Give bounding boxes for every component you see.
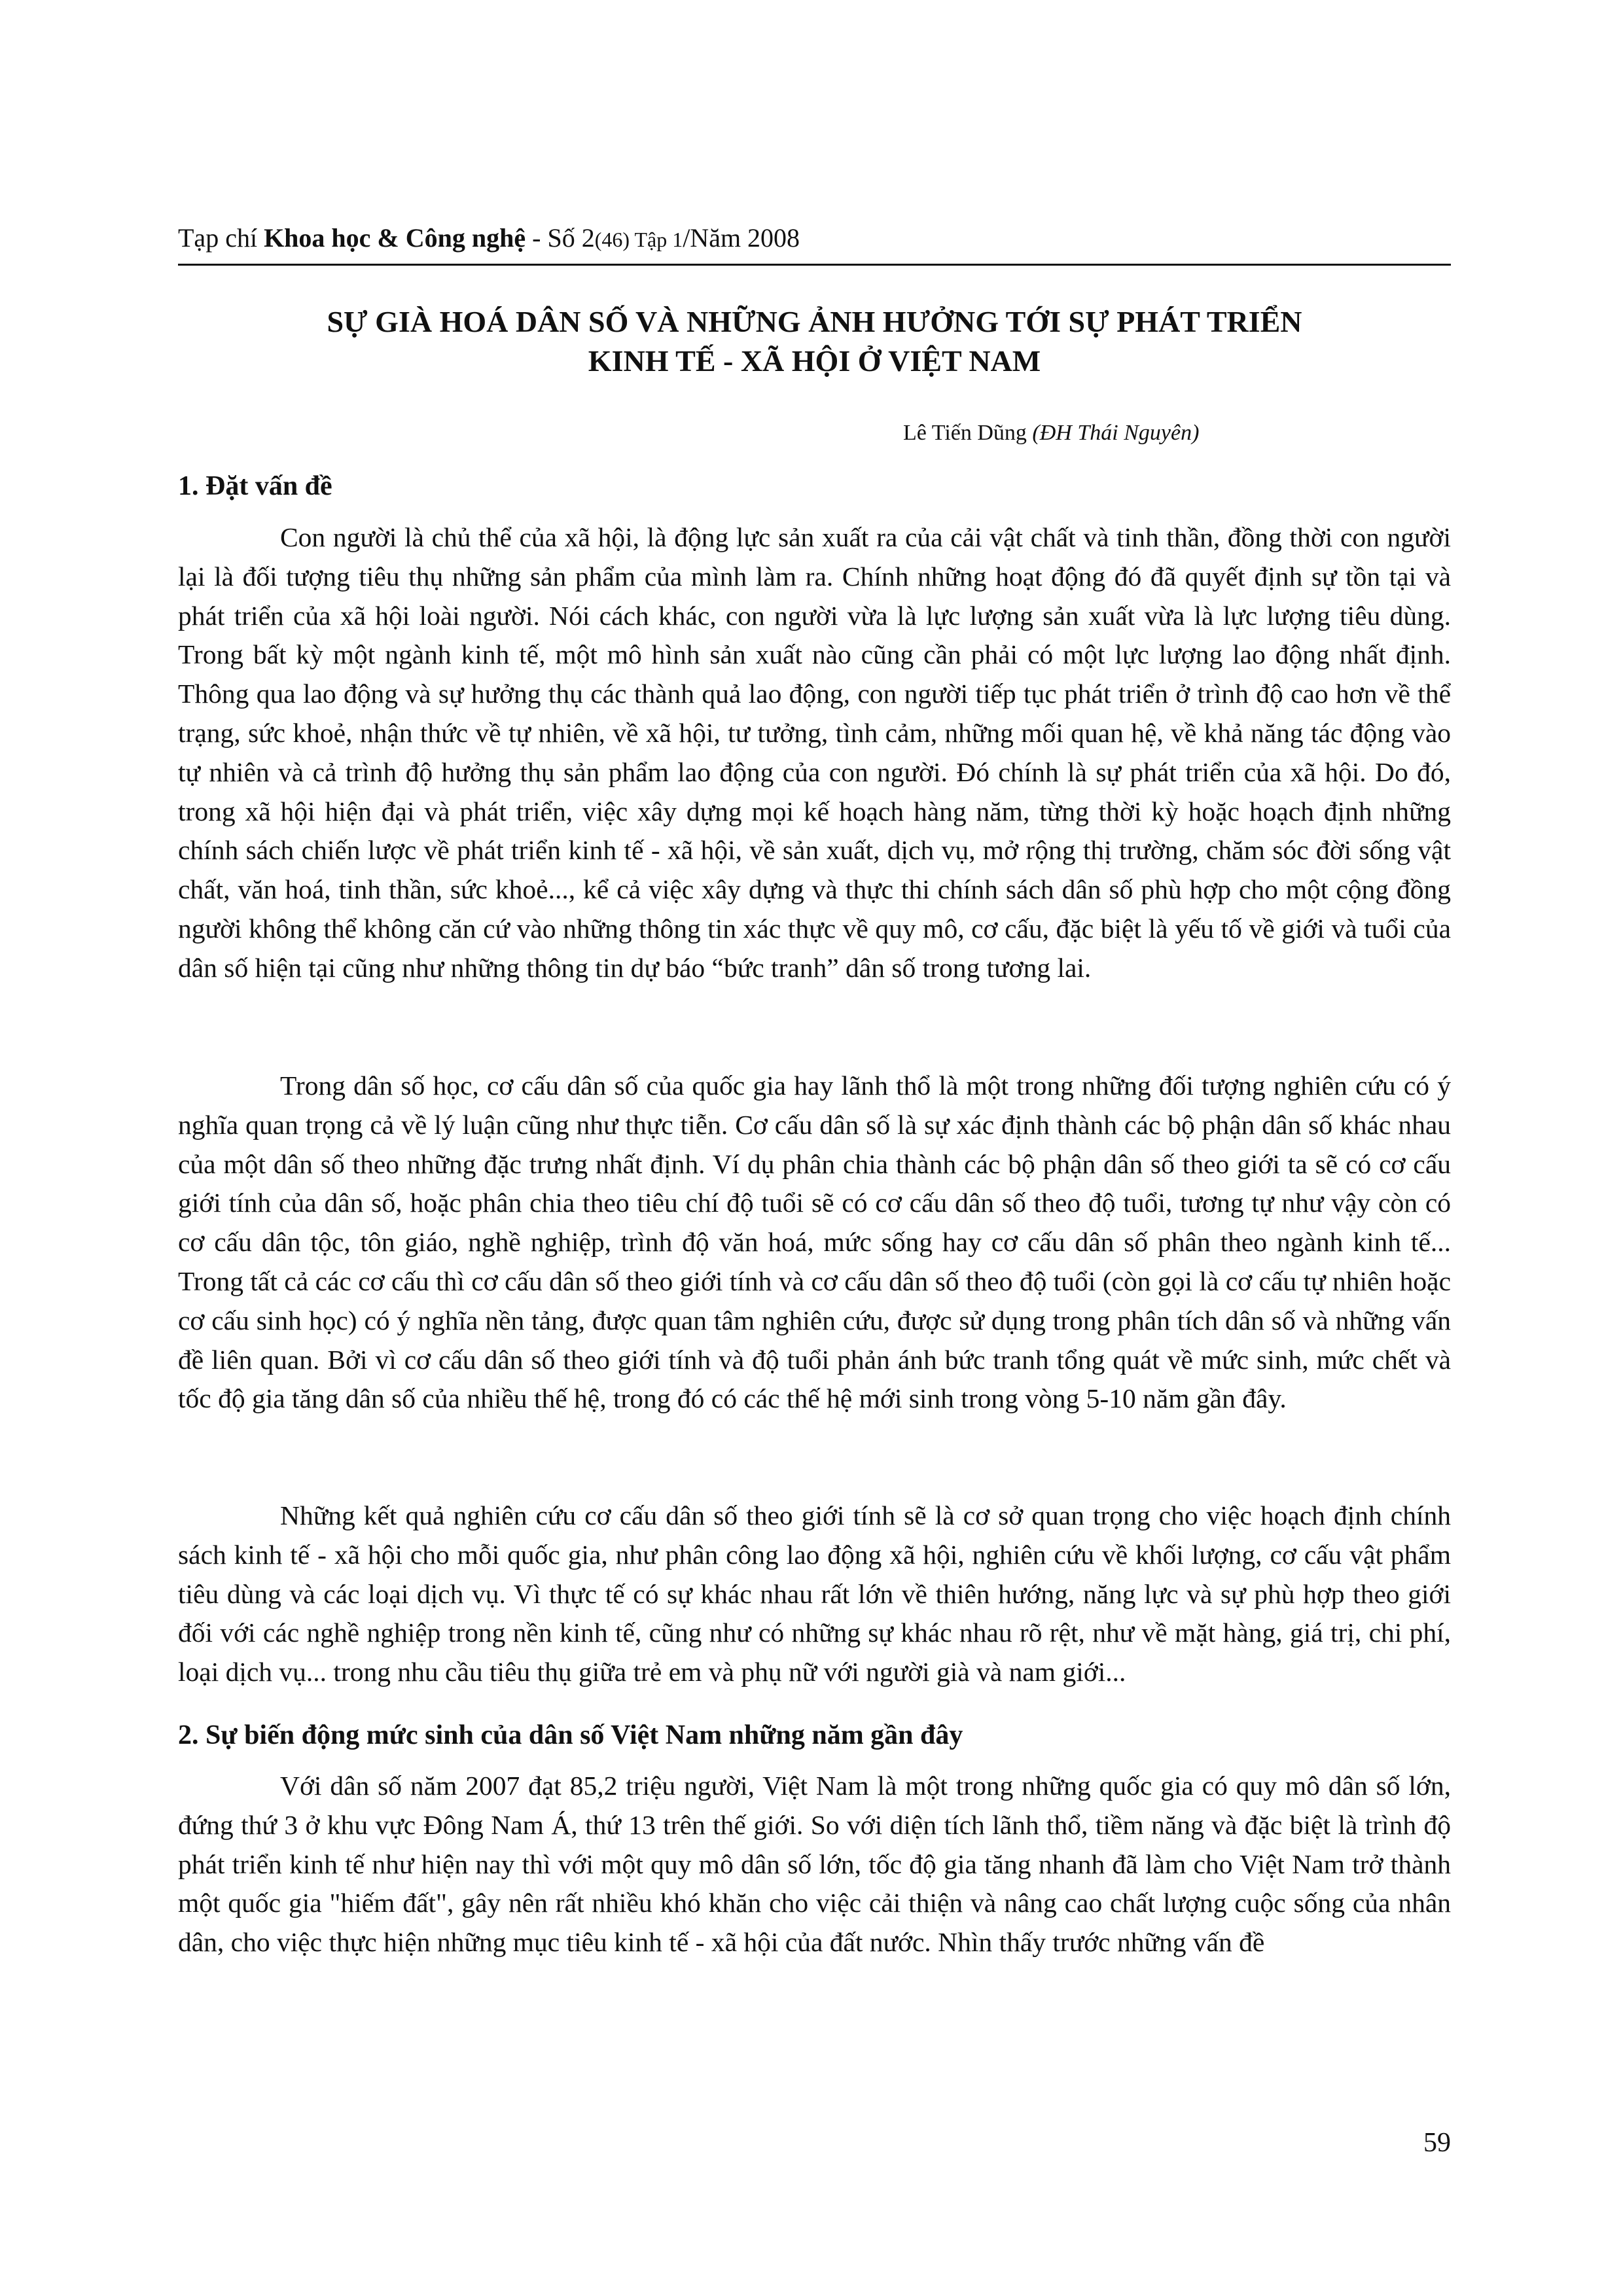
section-1-paragraph-3: Những kết quả nghiên cứu cơ cấu dân số theo giới tính sẽ là cơ sở quan trọng cho việc hoạch định chính sách kinh tế - xã hội cho mỗi quốc gia, như phân công lao động xã hội, nghiên cứu về khối lượng, cơ cấu vật phẩm tiêu dùng và các loại dịch vụ. Vì thực tế có sự khác nhau rất lớn về thiên hướng, năng lực và sự phù hợp theo giới đối với các nghề nghiệp trong nền kinh tế, cũng như có những sự khác nhau rõ rệt, như về mặt hàng, giá trị, chi phí, loại dịch vụ... trong nhu cầu tiêu thụ giữa trẻ em và phụ nữ với người già và nam giới...: [178, 1500, 1451, 1687]
journal-issue: - Số 2: [526, 223, 595, 253]
journal-issue-volume: (46) Tập 1: [594, 228, 683, 251]
paper-title-line-2: KINH TẾ - XÃ HỘI Ở VIỆT NAM: [588, 344, 1041, 378]
section-1-paragraph-2: Trong dân số học, cơ cấu dân số của quốc gia hay lãnh thổ là một trong những đối tượng nghiên cứu có ý nghĩa quan trọng cả về lý luận cũng như thực tiễn. Cơ cấu dân số là sự xác định thành các bộ phận dân số khác nhau của một dân số theo những đặc trưng nhất định. Ví dụ phân chia thành các bộ phận dân số theo giới ta sẽ có cơ cấu giới tính của dân số, hoặc phân chia theo tiêu chí độ tuổi sẽ có cơ cấu dân số theo độ tuổi, tương tự như vậy còn có cơ cấu dân tộc, tôn giáo, nghề nghiệp, trình độ văn hoá, mức sống hay cơ cấu dân số phân theo ngành kinh tế... Trong tất cả các cơ cấu thì cơ cấu dân số theo giới tính và cơ cấu dân số theo độ tuổi (còn gọi là cơ cấu tự nhiên hoặc cơ cấu sinh học) có ý nghĩa nền tảng, được quan tâm nghiên cứu, được sử dụng trong phân tích dân số và những vấn đề liên quan. Bởi vì cơ cấu dân số theo giới tính và độ tuổi phản ánh bức tranh tổng quát về mức sinh, mức chết và tốc độ gia tăng dân số của nhiều thế hệ, trong đó có các thế hệ mới sinh trong vòng 5-10 năm gần đây.: [178, 1070, 1451, 1414]
journal-header: [178, 219, 1451, 259]
journal-prefix: Tạp chí: [178, 223, 264, 253]
section-heading-2: 2. Sự biến động mức sinh của dân số Việt Nam những năm gần đây: [178, 1720, 963, 1750]
page-number: 59: [1423, 2128, 1451, 2158]
section-heading-1: 1. Đặt vấn đề: [178, 471, 332, 501]
journal-name: Khoa học & Công nghệ: [264, 223, 526, 253]
header-rule: [178, 264, 1451, 266]
section-1-paragraph-1: Con người là chủ thể của xã hội, là động lực sản xuất ra của cải vật chất và tinh thần, đồng thời con người lại là đối tượng tiêu thụ những sản phẩm của mình làm ra. Chính những hoạt động đó đã quyết định sự tồn tại và phát triển của xã hội loài người. Nói cách khác, con người vừa là lực lượng sản xuất vừa là lực lượng tiêu dùng. Trong bất kỳ một ngành kinh tế, một mô hình sản xuất nào cũng cần phải có một lực lượng lao động nhất định. Thông qua lao động và sự hưởng thụ các thành quả lao động, con người tiếp tục phát triển ở trình độ cao hơn về thể trạng, sức khoẻ, nhận thức về tự nhiên, về xã hội, tư tưởng, tình cảm, những mối quan hệ, về khả năng tác động vào tự nhiên và cả trình độ hưởng thụ sản phẩm lao động của con người. Đó chính là sự phát triển của xã hội. Do đó, trong xã hội hiện đại và phát triển, việc xây dựng mọi kế hoạch hàng năm, từng thời kỳ hoặc hoạch định những chính sách chiến lược về phát triển kinh tế - xã hội, về sản xuất, dịch vụ, mở rộng thị trường, chăm sóc đời sống vật chất, văn hoá, tinh thần, sức khoẻ..., kể cả việc xây dựng và thực thi chính sách dân số phù hợp cho một cộng đồng người không thể không căn cứ vào những thông tin xác thực về quy mô, cơ cấu, đặc biệt là yếu tố về giới và tuổi của dân số hiện tại cũng như những thông tin dự báo “bức tranh” dân số trong tương lai.: [178, 522, 1451, 983]
section-2-paragraph-1: Với dân số năm 2007 đạt 85,2 triệu người, Việt Nam là một trong những quốc gia có quy mô dân số lớn, đứng thứ 3 ở khu vực Đông Nam Á, thứ 13 trên thế giới. So với diện tích lãnh thổ, tiềm năng và đặc biệt là trình độ phát triển kinh tế như hiện nay thì với một quy mô dân số lớn, tốc độ gia tăng nhanh đã làm cho Việt Nam trở thành một quốc gia "hiếm đất", gây nên rất nhiều khó khăn cho việc cải thiện và nâng cao chất lượng cuộc sống của nhân dân, cho việc thực hiện những mục tiêu kinh tế - xã hội của đất nước. Nhìn thấy trước những vấn đề: [178, 1771, 1451, 1958]
journal-year: /Năm 2008: [683, 223, 800, 253]
author-name: Lê Tiến Dũng: [903, 421, 1033, 445]
paper-title: [178, 302, 1451, 381]
author-affiliation: (ĐH Thái Nguyên): [1032, 421, 1200, 445]
paper-title-line-1: SỰ GIÀ HOÁ DÂN SỐ VÀ NHỮNG ẢNH HƯỞNG TỚI SỰ PHÁT TRIỂN: [327, 305, 1302, 338]
author-line: [903, 417, 1427, 449]
paper-page: [178, 0, 1451, 2296]
